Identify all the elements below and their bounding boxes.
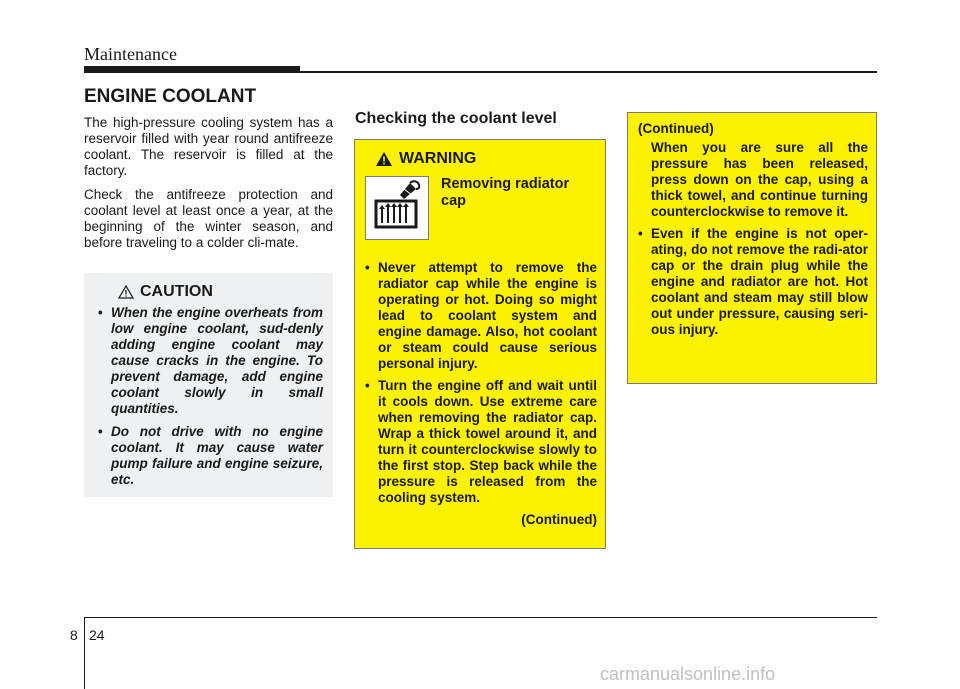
header-rule-thin (300, 71, 877, 73)
checking-heading: Checking the coolant level (355, 110, 557, 127)
warning-subtitle: Removing radiator cap (441, 176, 570, 209)
continued-list (638, 226, 868, 338)
footer-divider (84, 617, 85, 689)
warning-item: • Turn the engine off and wait until it cools down. Use extreme care when removing the radiator cap. Wrap a thick towel around it, and turn it counterclockwise slowly to the first stop. Step back while the pressure is released from the cooling system. (365, 378, 597, 506)
warning-list (365, 260, 597, 506)
intro-paragraph-1: The high-pressure cooling system has a reservoir filled with year round antifreeze coolant. The reservoir is filled at the factory. (84, 115, 333, 178)
warning-continued: (Continued) (521, 512, 597, 527)
warning-title: WARNING (399, 150, 477, 167)
continued-paragraph: When you are sure all the pressure has been released, press down on the cap, using a thick towel, and continue turning counterclockwise to remove it. (651, 140, 868, 219)
warning-top (365, 176, 597, 240)
radiator-cap-icon (365, 176, 429, 240)
warning-box (354, 139, 606, 549)
continued-warning-box (627, 112, 877, 384)
warning-triangle-icon (375, 151, 393, 167)
caution-triangle-icon (118, 285, 134, 299)
continued-item: • Even if the engine is not oper-ating, do not remove the radi-ator cap or the drain plug while the engine and radiator are hot. Hot coolant and steam may still blow out under pressure, causing seri-ous injury. (638, 226, 868, 338)
header-title: Maintenance (84, 44, 177, 64)
section-title: ENGINE COOLANT (84, 86, 257, 107)
caution-title: CAUTION (140, 283, 213, 300)
caution-header (118, 283, 323, 301)
watermark: carmanualsonline.info (600, 664, 776, 684)
page-number: 24 (89, 627, 105, 643)
caution-box (84, 273, 333, 497)
warning-item: • Never attempt to remove the radiator cap while the engine is operating or hot. Doing so might lead to coolant system and engine damage. Also, hot coolant or steam could cause serious personal injury. (365, 260, 597, 372)
warning-header (375, 150, 597, 168)
header-rule-thick (84, 66, 300, 73)
intro-text (84, 115, 333, 259)
intro-paragraph-2: Check the antifreeze protection and coolant level at least once a year, at the beginning of the winter season, and before traveling to a colder cli-mate. (84, 187, 333, 250)
caution-item: • When the engine overheats from low engine coolant, sud-denly adding engine coolant may cause cracks in the engine. To prevent damage, add engine coolant slowly in small quantities. (98, 305, 323, 417)
caution-list (98, 305, 323, 488)
page-chapter: 8 (70, 627, 78, 643)
caution-item: • Do not drive with no engine coolant. It may cause water pump failure and engine seizure, etc. (98, 424, 323, 488)
continued-label: (Continued) (638, 121, 714, 136)
footer-rule (84, 617, 877, 618)
